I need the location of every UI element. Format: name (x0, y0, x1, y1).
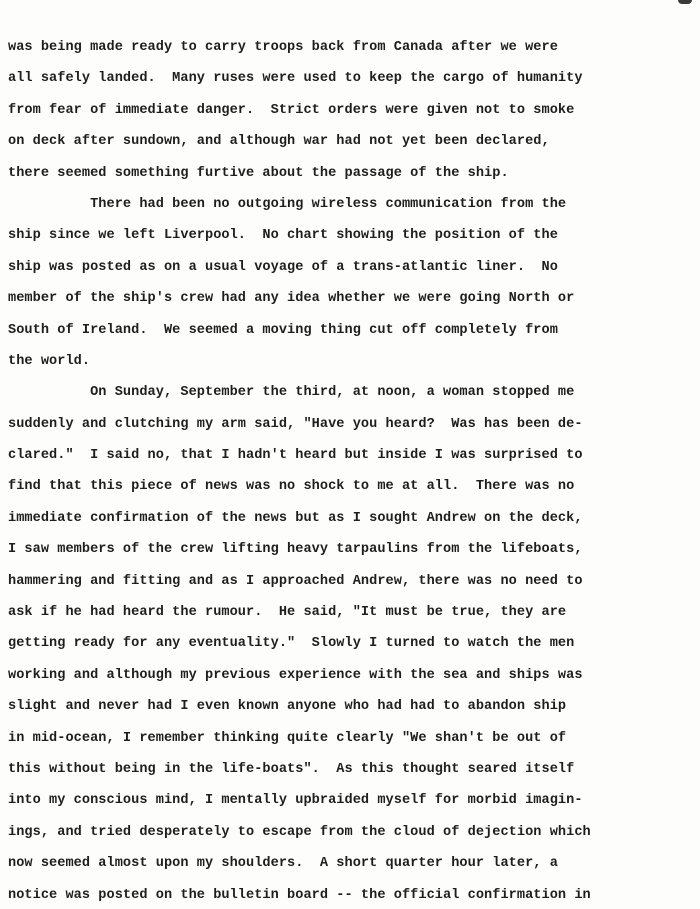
text-line-23: in mid-ocean, I remember thinking quite clearly "We shan't be out of (8, 730, 567, 746)
text-line-19: ask if he had heard the rumour. He said, "It must be true, they are (8, 605, 567, 621)
text-line-21: working and although my previous experience with the sea and ships was (8, 667, 583, 683)
text-line-25: into my conscious mind, I mentally upbraided myself for morbid imagin- (8, 793, 583, 809)
text-line-24: this without being in the life-boats". As this thought seared itself (8, 761, 575, 777)
text-line-4: on deck after sundown, and although war had not yet been declared, (8, 134, 550, 150)
text-line-1: was being made ready to carry troops back from Canada after we were (8, 40, 558, 55)
text-line-10: South of Ireland. We seemed a moving thing cut off completely from (8, 322, 558, 338)
page-number-fragment (678, 0, 692, 4)
text-line-27: now seemed almost upon my shoulders. A short quarter hour later, a (8, 856, 558, 872)
text-line-9: member of the ship's crew had any idea whether we were going North or (8, 291, 575, 307)
text-line-18: hammering and fitting and as I approached Andrew, there was no need to (8, 573, 583, 589)
text-line-20: getting ready for any eventuality." Slowly I turned to watch the men (8, 636, 575, 652)
text-line-5: there seemed something furtive about the passage of the ship. (8, 165, 509, 181)
page-top-edge (0, 0, 700, 6)
text-line-26: ings, and tried desperately to escape from the cloud of dejection which (8, 824, 591, 840)
text-line-28: notice was posted on the bulletin board -- the official confirmation in (8, 887, 591, 903)
text-line-3: from fear of immediate danger. Strict orders were given not to smoke (8, 102, 575, 118)
text-line-13: suddenly and clutching my arm said, "Have you heard? Was has been de- (8, 416, 583, 432)
text-line-14: clared." I said no, that I hadn't heard but inside I was surprised to (8, 448, 583, 464)
text-line-12: On Sunday, September the third, at noon, a woman stopped me (8, 385, 575, 401)
text-line-7: ship since we left Liverpool. No chart showing the position of the (8, 228, 558, 244)
text-line-22: slight and never had I even known anyone who had had to abandon ship (8, 699, 567, 715)
text-line-6: There had been no outgoing wireless communication from the (8, 196, 567, 212)
text-line-2: all safely landed. Many ruses were used to keep the cargo of humanity (8, 71, 583, 87)
page-body-text (8, 32, 698, 909)
text-line-8: ship was posted as on a usual voyage of a trans-atlantic liner. No (8, 259, 558, 275)
text-line-16: immediate confirmation of the news but as I sought Andrew on the deck, (8, 510, 583, 526)
text-line-11: the world. (8, 353, 91, 369)
text-line-17: I saw members of the crew lifting heavy tarpaulins from the lifeboats, (8, 542, 583, 558)
text-line-15: find that this piece of news was no shock to me at all. There was no (8, 479, 575, 495)
